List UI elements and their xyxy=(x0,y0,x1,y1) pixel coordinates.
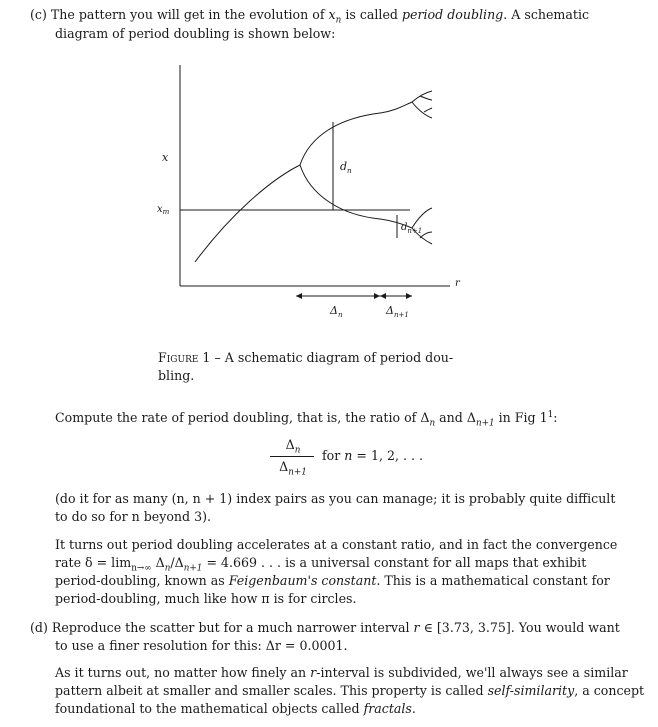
upper-branch xyxy=(300,102,412,165)
label-x: x xyxy=(162,151,169,164)
label-r: r xyxy=(455,278,460,289)
figure-number: Figure 1 xyxy=(158,350,211,365)
fraction-bar xyxy=(270,456,314,457)
feigenbaum-line1: It turns out period doubling accelerates at a constant ratio, and in fact the convergence xyxy=(55,537,618,552)
fraction-condition: for n = 1, 2, . . . xyxy=(322,448,424,463)
part-c-intro-line2: diagram of period doubling is shown below: xyxy=(55,26,336,41)
lower-sub-top xyxy=(412,208,432,228)
upper-tiny2 xyxy=(424,108,432,112)
part-d-line4: pattern albeit at smaller and smaller scales. This property is called self-similarity, a concept xyxy=(55,683,645,698)
feigenbaum-line4: period-doubling, much like how π is for circles. xyxy=(55,591,357,606)
part-d-line1: (d) Reproduce the scatter but for a much narrower interval r ∈ [3.73, 3.75]. You would want xyxy=(30,620,620,635)
delta-n-arrow-right xyxy=(374,293,380,299)
label-dn1: $d_{n+1}$ xyxy=(401,222,423,235)
term-self-similarity: self-similarity xyxy=(487,683,575,698)
feigenbaum-line3: period-doubling, known as Feigenbaum's constant. This is a mathematical constant for xyxy=(55,573,610,588)
part-d-label: (d) xyxy=(30,620,48,635)
period-doubling-diagram xyxy=(0,0,658,340)
note-line2: to do so for n beyond 3). xyxy=(55,509,212,524)
feigenbaum-line2: rate $\delta = \lim_{n\to\infty} \Delta_n/\Delta_{n+1} = 4.669$ . . . is a universal constant for all maps that exhibit xyxy=(55,555,587,574)
lower-branch xyxy=(300,165,412,228)
term-fractals: fractals xyxy=(363,701,412,716)
upper-tiny1 xyxy=(420,96,432,100)
part-c-label: (c) xyxy=(30,7,47,22)
fraction-denominator: $\Delta_{n+1}$ xyxy=(279,459,307,478)
note-line1: (do it for as many (n, n + 1) index pairs as you can manage; it is probably quite difficult xyxy=(55,491,616,506)
footnote-marker: 1 xyxy=(547,409,554,420)
part-c-intro-line1: (c) The pattern you will get in the evolution of $x_n$ is called period doubling. A schematic xyxy=(30,7,590,26)
delta-n1-arrow-left xyxy=(380,293,386,299)
figure-caption-line1: Figure 1 – A schematic diagram of period dou- xyxy=(158,350,454,365)
label-xm: $x_m$ xyxy=(157,204,170,216)
part-d-line3: As it turns out, no matter how finely an r-interval is subdivided, we'll always see a similar xyxy=(55,665,628,680)
label-delta-n: $\Delta_n$ xyxy=(330,304,343,319)
delta-n-arrow-left xyxy=(296,293,302,299)
term-feigenbaum-constant: Feigenbaum's constant xyxy=(228,573,377,588)
main-branch xyxy=(195,165,300,262)
compute-line: Compute the rate of period doubling, that is, the ratio of $\Delta_n$ and $\Delta_{n+1}$ in Fig $1^1$: xyxy=(55,409,558,429)
figure-caption-line2: bling. xyxy=(158,368,195,383)
label-delta-n1: $\Delta_{n+1}$ xyxy=(386,304,409,319)
delta-n1-arrow-right xyxy=(406,293,412,299)
part-d-line2: to use a finer resolution for this: Δr = 0.0001. xyxy=(55,638,348,653)
term-period-doubling: period doubling xyxy=(401,7,504,22)
part-d-line5: foundational to the mathematical objects called fractals. xyxy=(55,701,416,716)
upper-sub-bottom xyxy=(412,102,432,118)
label-dn: $d_n$ xyxy=(340,160,352,175)
fraction-numerator: $\Delta_n$ xyxy=(285,437,301,456)
